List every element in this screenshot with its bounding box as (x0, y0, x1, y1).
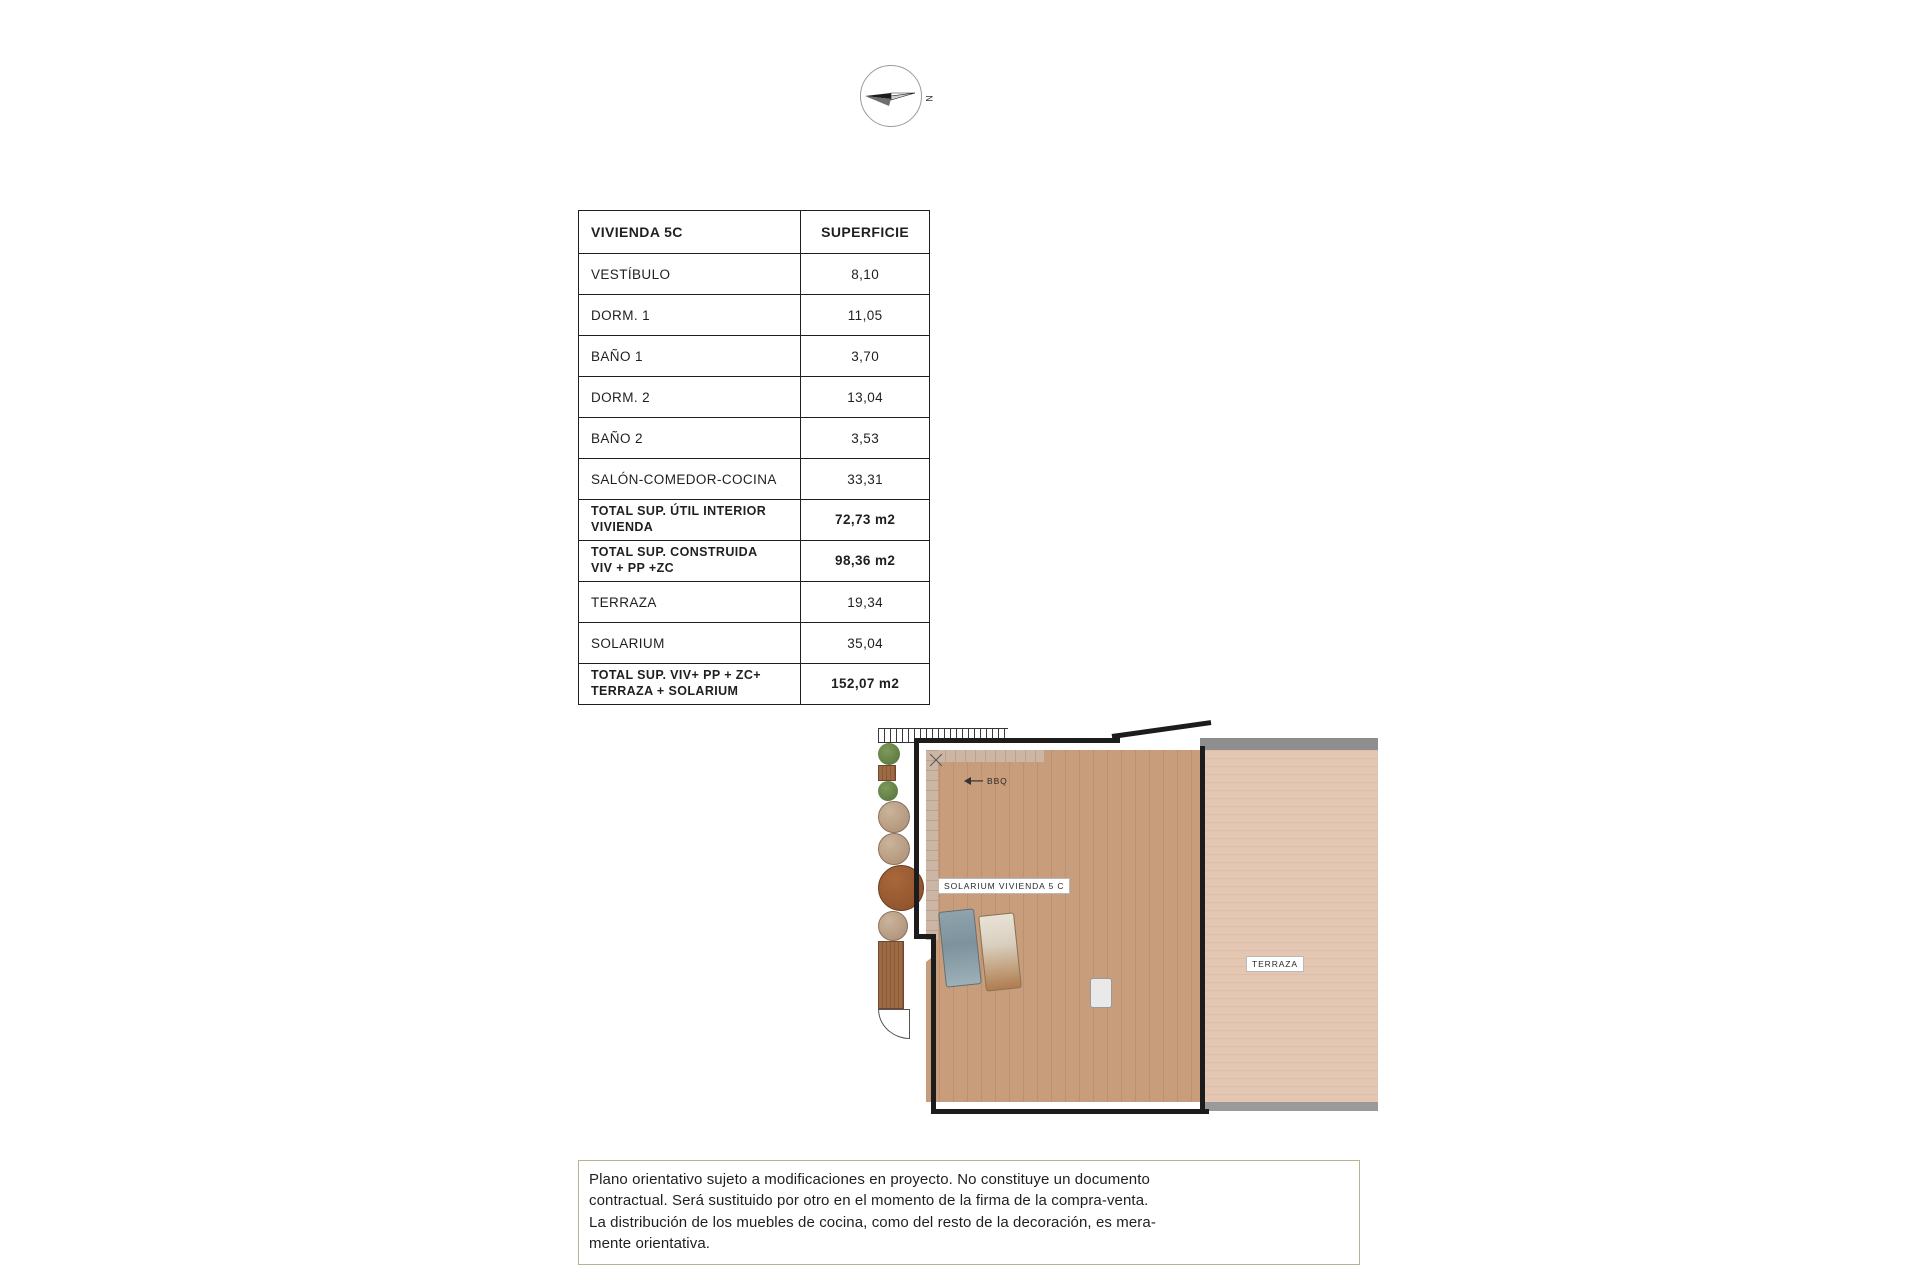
stool (878, 801, 910, 833)
wall-top-slope (1112, 720, 1212, 739)
disclaimer-line-4: mente orientativa. (589, 1234, 711, 1252)
total-area: 98,36 m2 (801, 541, 930, 582)
stool (878, 833, 910, 865)
wall-left-lower (931, 934, 936, 1114)
floorplan-drawing (878, 728, 1378, 1128)
close-x-marker-icon (929, 753, 943, 767)
bench (878, 941, 904, 1009)
room-area: 33,31 (801, 459, 930, 500)
grand-total-label-line1: TOTAL SUP. VIV+ PP + ZC+ (591, 668, 761, 683)
table-row (579, 582, 930, 623)
wall-right-solarium (1200, 746, 1205, 1110)
bbq-label: BBQ (987, 776, 1008, 786)
room-area: 3,53 (801, 418, 930, 459)
plant-icon (878, 743, 900, 765)
compass-north-label: N (923, 95, 934, 103)
table-row (579, 254, 930, 295)
total-label (579, 500, 801, 541)
table-header-name: VIVIENDA 5C (579, 211, 801, 254)
terrace-floor-area (1200, 750, 1378, 1102)
total-label-line2: VIVIENDA (591, 520, 654, 534)
disclaimer-line-3: La distribución de los muebles de cocina, como del resto de la decoración, es mera- (589, 1213, 1156, 1231)
shower-base (1090, 978, 1112, 1008)
plant-icon (878, 781, 898, 801)
stool (878, 911, 908, 941)
surface-area-table (578, 210, 930, 705)
room-name: DORM. 1 (579, 295, 801, 336)
table-row (579, 295, 930, 336)
room-name: BAÑO 1 (579, 336, 801, 377)
table-row-total (579, 500, 930, 541)
total-label-line1: TOTAL SUP. CONSTRUIDA (591, 545, 758, 560)
table-row (579, 336, 930, 377)
room-area: 3,70 (801, 336, 930, 377)
room-area: 11,05 (801, 295, 930, 336)
room-name: VESTÍBULO (579, 254, 801, 295)
disclaimer-line-1: Plano orientativo sujeto a modificaciones en proyecto. No constituye un documento (589, 1171, 1150, 1188)
solarium-label: SOLARIUM VIVIENDA 5 C (938, 878, 1070, 894)
table-row (579, 459, 930, 500)
room-area: 35,04 (801, 623, 930, 664)
terrace-bottom-edge (1200, 1102, 1378, 1111)
room-name: TERRAZA (579, 582, 801, 623)
room-name: BAÑO 2 (579, 418, 801, 459)
room-area: 8,10 (801, 254, 930, 295)
disclaimer-line-2: contractual. Será sustituido por otro en el momento de la firma de la compra-venta. (589, 1192, 1149, 1210)
room-name: SOLARIUM (579, 623, 801, 664)
total-area: 72,73 m2 (801, 500, 930, 541)
table-row (579, 623, 930, 664)
wall-top (914, 738, 1120, 743)
bbq-arrow-icon (964, 776, 984, 786)
grand-total-label-line2: TERRAZA + SOLARIUM (591, 684, 739, 698)
table-row-grand-total (579, 664, 930, 705)
planter-box (878, 765, 896, 781)
wall-bottom (931, 1109, 1209, 1114)
total-label-line2: VIV + PP +ZC (591, 561, 675, 575)
room-name: DORM. 2 (579, 377, 801, 418)
table-row (579, 418, 930, 459)
wall-left-upper (914, 738, 919, 936)
grand-total-area: 152,07 m2 (801, 664, 930, 705)
room-name: SALÓN-COMEDOR-COCINA (579, 459, 801, 500)
total-label-line1: TOTAL SUP. ÚTIL INTERIOR (591, 504, 767, 519)
grand-total-label (579, 664, 801, 705)
total-label (579, 541, 801, 582)
door-swing-arc (878, 1009, 910, 1039)
room-area: 19,34 (801, 582, 930, 623)
table-header-row (579, 211, 930, 254)
disclaimer-note (578, 1160, 1360, 1265)
compass-rose (855, 60, 935, 140)
table-row (579, 377, 930, 418)
terraza-label: TERRAZA (1246, 956, 1304, 972)
table-row-total (579, 541, 930, 582)
table-header-value: SUPERFICIE (801, 211, 930, 254)
room-area: 13,04 (801, 377, 930, 418)
